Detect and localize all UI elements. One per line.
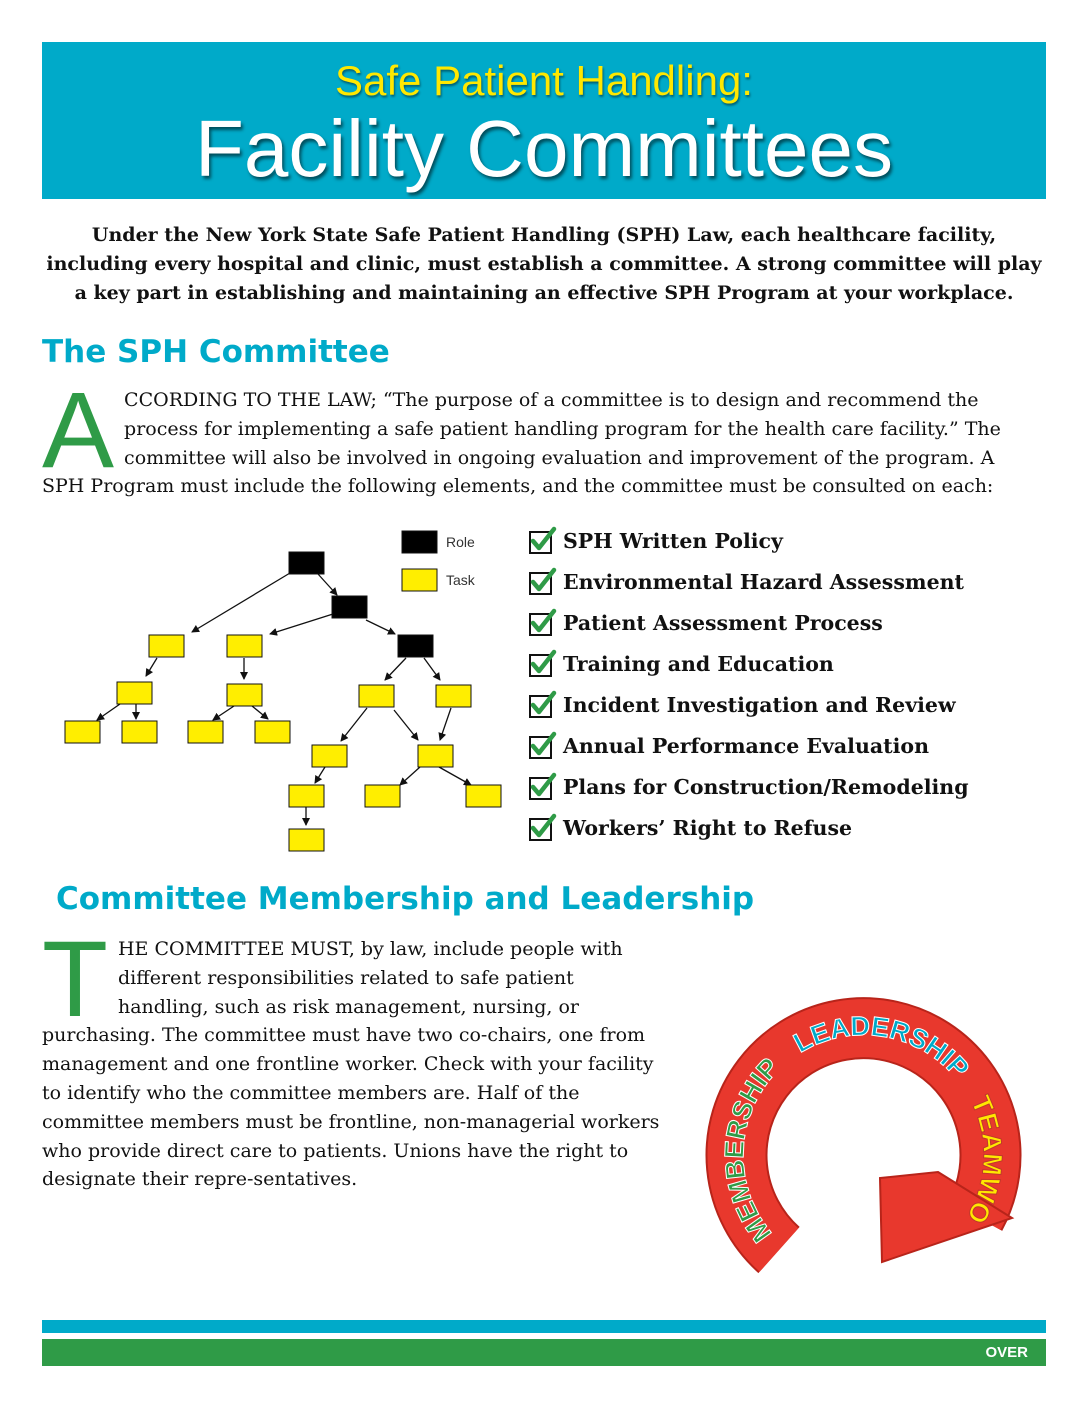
task-box: [289, 829, 324, 851]
membership-paragraph: [42, 918, 670, 1194]
checklist-item-label: Plans for Construction/Remodeling: [563, 774, 969, 799]
drop-cap: A: [42, 369, 115, 490]
checklist-item: [527, 766, 1027, 807]
checkmark-icon: [527, 772, 557, 802]
sph-committee-paragraph: [42, 369, 1032, 501]
task-box: [122, 721, 157, 743]
checklist-item-label: Annual Performance Evaluation: [563, 733, 929, 758]
intro-line: including every hospital and clinic, must establish a committee. A strong committee will play: [46, 253, 1042, 275]
intro-paragraph: [42, 221, 1046, 308]
section-heading-sph-committee: The SPH Committee: [42, 334, 390, 370]
checklist-item-label: Incident Investigation and Review: [563, 692, 956, 717]
banner-title: Facility Committees: [195, 104, 893, 193]
task-box: [227, 635, 262, 657]
checkmark-icon: [527, 649, 557, 679]
checklist-item-label: Training and Education: [563, 651, 834, 676]
intro-line: Under the New York State Safe Patient Handling (SPH) Law, each healthcare facility,: [91, 224, 997, 246]
legend-task-label: Task: [446, 572, 475, 588]
footer-green-bar: [42, 1339, 1046, 1366]
sph-program-checklist: [527, 520, 1027, 848]
title-banner: [42, 42, 1046, 199]
task-box: [312, 745, 347, 767]
org-chart-diagram: [55, 522, 510, 857]
role-box: [398, 635, 433, 657]
checklist-item: [527, 807, 1027, 848]
checkmark-icon: [527, 813, 557, 843]
drop-cap: T: [42, 918, 108, 1039]
task-box: [227, 684, 262, 706]
org-chart-legend: [402, 531, 476, 591]
task-box: [365, 785, 400, 807]
legend-role-swatch: [402, 531, 437, 553]
membership-text: HE COMMITTEE MUST, by law, include people with different responsibilities related to safe patient handling, such as risk management, nursing, or purchasing. The committee must have two co-chairs, one from management and one frontline worker. Check with your facility to identify who the committee members are. Half of the committee members must be frontline, non-managerial workers who provide direct care to patients. Unions have the right to designate their repre-sentatives.: [42, 938, 660, 1191]
org-chart-task-boxes: [65, 635, 501, 851]
checklist-item-label: SPH Written Policy: [563, 528, 783, 553]
task-box: [418, 745, 453, 767]
checkmark-icon: [527, 526, 557, 556]
task-box: [289, 785, 324, 807]
membership-leadership-teamwork-cycle: [690, 945, 1030, 1305]
cycle-word-leadership: LEADERSHIP: [788, 1011, 976, 1085]
checkmark-icon: [527, 608, 557, 638]
checkmark-icon: [527, 731, 557, 761]
banner-subtitle: Safe Patient Handling:: [335, 57, 753, 104]
checklist-item: [527, 520, 1027, 561]
org-chart-role-boxes: [289, 552, 433, 657]
checklist-item: [527, 602, 1027, 643]
role-box: [289, 552, 324, 574]
over-label: OVER: [985, 1344, 1028, 1361]
checklist-item: [527, 561, 1027, 602]
task-box: [149, 635, 184, 657]
task-box: [117, 682, 152, 704]
sph-committee-text: CCORDING TO THE LAW; “The purpose of a committee is to design and recommend the process for implementing a safe patient handling program for the health care facility.” The committee will also be involved in ongoing evaluation and improvement of the program. A SPH Program must include the following elements, and the committee must be consulted on each:: [42, 389, 1001, 498]
checkmark-icon: [527, 690, 557, 720]
checklist-item: [527, 725, 1027, 766]
task-box: [255, 721, 290, 743]
org-chart-connectors: [97, 573, 471, 825]
task-box: [65, 721, 100, 743]
footer-blue-rule: [42, 1320, 1046, 1333]
checklist-item: [527, 684, 1027, 725]
task-box: [466, 785, 501, 807]
checklist-item-label: Workers’ Right to Refuse: [563, 815, 853, 840]
task-box: [359, 685, 394, 707]
cycle-word-membership: MEMBERSHIP: [719, 1051, 786, 1248]
cycle-word-teamwork: TEAMWO: [960, 1091, 1008, 1230]
checklist-item: [527, 643, 1027, 684]
task-box: [436, 685, 471, 707]
task-box: [188, 721, 223, 743]
legend-task-swatch: [402, 569, 437, 591]
role-box: [332, 596, 367, 618]
checklist-item-label: Patient Assessment Process: [563, 610, 883, 635]
checklist-item-label: Environmental Hazard Assessment: [563, 569, 964, 594]
intro-line: a key part in establishing and maintaining an effective SPH Program at your workplace.: [74, 282, 1014, 304]
checkmark-icon: [527, 567, 557, 597]
legend-role-label: Role: [446, 534, 475, 550]
section-heading-membership: Committee Membership and Leadership: [56, 881, 755, 917]
